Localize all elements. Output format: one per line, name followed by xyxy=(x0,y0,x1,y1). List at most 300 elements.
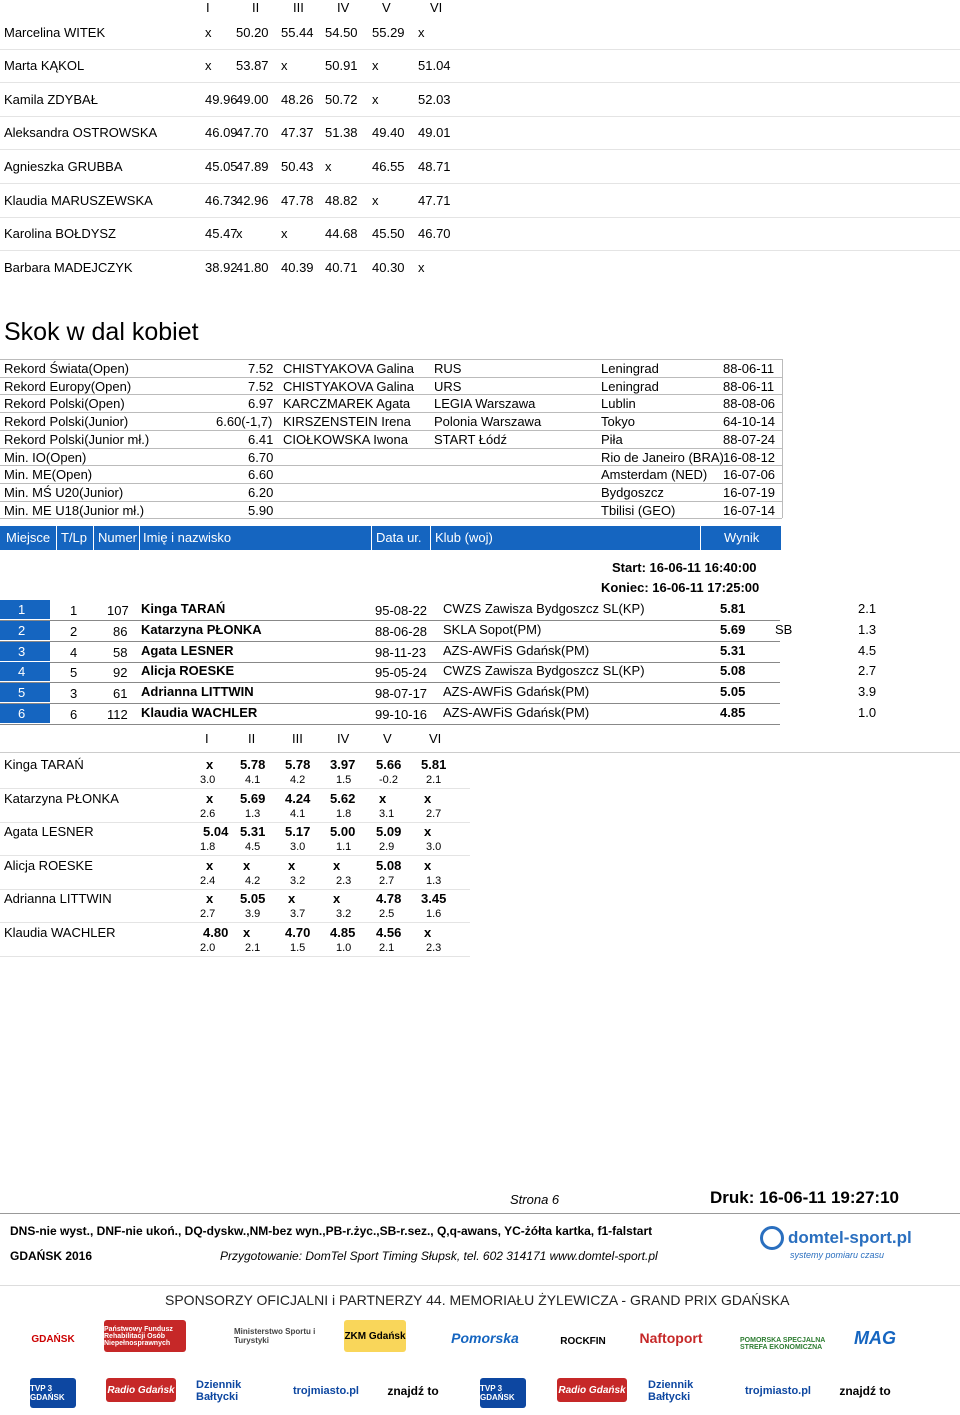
attempt-value: 47.89 xyxy=(236,159,269,174)
results-table-header xyxy=(0,526,781,550)
record-value: 6.60(-1,7) xyxy=(216,414,273,430)
attempt-value: 55.29 xyxy=(372,25,405,40)
date-of-birth: 88-06-28 xyxy=(375,624,428,639)
athlete-name: Katarzyna PŁONKA xyxy=(141,622,262,637)
place-badge xyxy=(0,621,50,640)
wind-value: 1.3 xyxy=(858,622,877,637)
row-separator xyxy=(0,250,960,251)
athlete-name: Adrianna LITTWIN xyxy=(4,891,112,907)
record-label: Min. MŚ U20(Junior) xyxy=(4,484,124,500)
attempt-value: 47.70 xyxy=(236,125,269,140)
record-row-line xyxy=(0,412,782,413)
athlete-name: Klaudia MARUSZEWSKA xyxy=(4,193,153,208)
record-club: RUS xyxy=(434,361,462,376)
attempt-value: x xyxy=(205,25,212,40)
legend-text: DNS-nie wyst., DNF-nie ukoń., DQ-dyskw.,NM-bez wyn.,PB-r.życ.,SB-r.sez., Q,q-awans, YC-żółta kartka, f1-falstart xyxy=(10,1224,653,1238)
row-separator xyxy=(0,956,470,957)
athlete-name: Adrianna LITTWIN xyxy=(141,684,254,699)
attempt-wind: 2.3 xyxy=(336,874,352,887)
attempt-value: 52.03 xyxy=(418,92,451,107)
attempt-value: 46.70 xyxy=(418,226,451,241)
result-value: 4.85 xyxy=(720,705,746,720)
record-date: 16-07-06 xyxy=(723,467,776,483)
page-title: Skok w dal kobiet xyxy=(4,318,199,346)
record-label: Min. IO(Open) xyxy=(4,449,87,465)
club-name: SKLA Sopot(PM) xyxy=(443,622,542,637)
attempt-value: 44.68 xyxy=(325,226,358,241)
athlete-name: Klaudia WACHLER xyxy=(4,925,116,940)
record-label: Rekord Polski(Open) xyxy=(4,396,125,412)
attempt-value: 5.81 xyxy=(421,757,447,772)
attempt-wind: 3.0 xyxy=(200,774,216,786)
record-row-line xyxy=(0,501,782,502)
attempt-wind: 2.3 xyxy=(426,942,442,954)
record-value: 6.70 xyxy=(248,449,274,465)
record-date: 88-08-06 xyxy=(723,396,776,412)
attempt-value: 5.05 xyxy=(240,891,266,907)
attempt-col-header: V xyxy=(383,731,392,746)
bib-number: 107 xyxy=(107,603,129,618)
attempt-value: 49.96 xyxy=(205,92,238,107)
attempt-col-header: V xyxy=(382,0,391,15)
wind-value: 4.5 xyxy=(858,643,877,658)
place-number: 1 xyxy=(18,602,26,617)
attempt-value: 40.71 xyxy=(325,260,358,275)
athlete-name: Kinga TARAŃ xyxy=(141,601,226,616)
sponsor-logo: Dziennik Bałtycki xyxy=(648,1379,694,1403)
record-holder: CIOŁKOWSKA Iwona xyxy=(283,431,408,447)
attempt-value: 49.00 xyxy=(236,92,269,107)
record-place: Lublin xyxy=(601,396,636,412)
attempt-col-header: IV xyxy=(337,0,350,15)
attempt-value: 4.56 xyxy=(376,925,402,940)
attempt-value: x xyxy=(424,857,432,873)
attempt-value: 49.40 xyxy=(372,125,405,140)
record-label: Rekord Europy(Open) xyxy=(4,378,132,394)
result-row-line xyxy=(0,724,780,725)
sponsor-logo: znajdź to xyxy=(387,1384,439,1398)
athlete-name: Alicja ROESKE xyxy=(141,663,235,678)
attempt-value: x xyxy=(372,58,379,73)
attempt-col-header: II xyxy=(248,731,256,746)
result-value: 5.81 xyxy=(720,601,746,616)
attempt-value: 50.43 xyxy=(281,159,314,174)
attempt-value: x xyxy=(424,925,432,940)
record-club: START Łódź xyxy=(434,431,507,447)
place-number: 2 xyxy=(18,623,26,638)
record-holder: KARCZMAREK Agata xyxy=(283,396,411,412)
attempt-value: 51.04 xyxy=(418,58,451,73)
col-result: Wynik xyxy=(724,530,760,545)
attempt-col-header: III xyxy=(293,0,304,15)
record-right-border xyxy=(782,359,783,518)
record-holder: CHISTYAKOVA Galina xyxy=(283,361,415,376)
record-place: Amsterdam (NED) xyxy=(601,467,708,483)
attempt-value: 5.78 xyxy=(285,757,311,772)
attempt-value: x xyxy=(281,58,288,73)
attempt-value: x xyxy=(206,891,214,907)
record-row-line xyxy=(0,394,782,395)
attempt-wind: 1.3 xyxy=(426,874,442,887)
attempt-value: x xyxy=(205,58,212,73)
attempt-value: 5.17 xyxy=(285,824,311,840)
attempt-value: 5.08 xyxy=(376,857,402,873)
attempt-wind: 1.0 xyxy=(336,942,352,954)
attempt-wind: 2.9 xyxy=(379,841,395,854)
record-row-line xyxy=(0,359,782,360)
attempt-value: x xyxy=(372,193,379,208)
result-row-line xyxy=(0,703,780,704)
athlete-name: Kamila ZDYBAŁ xyxy=(4,92,98,107)
attempt-wind: 1.5 xyxy=(290,942,306,954)
attempt-value: 4.85 xyxy=(330,925,356,940)
attempt-wind: 2.0 xyxy=(200,942,216,954)
athlete-name: Agata LESNER xyxy=(141,643,234,658)
athlete-name: Marcelina WITEK xyxy=(4,25,106,40)
lp: 6 xyxy=(70,707,78,722)
record-label: Rekord Polski(Junior mł.) xyxy=(4,431,150,447)
club-name: CWZS Zawisza Bydgoszcz SL(KP) xyxy=(443,663,645,678)
record-date: 88-06-11 xyxy=(723,378,775,394)
attempt-value: 46.55 xyxy=(372,159,405,174)
attempt-value: 5.69 xyxy=(240,790,266,806)
record-place: Leningrad xyxy=(601,378,659,394)
sponsor-logo: trojmiasto.pl xyxy=(744,1385,811,1397)
record-date: 88-06-11 xyxy=(723,361,775,376)
attempt-col-header: I xyxy=(205,731,209,746)
page-number: Strona 6 xyxy=(510,1192,560,1207)
lp: 1 xyxy=(70,603,78,618)
place-badge xyxy=(0,642,50,661)
wind-value: 3.9 xyxy=(858,684,877,699)
prepared-by: Przygotowanie: DomTel Sport Timing Słupsk, tel. 602 314171 www.domtel-sport.pl xyxy=(220,1249,658,1263)
record-place: Leningrad xyxy=(601,361,659,376)
sponsor-logo: POMORSKA SPECJALNA STREFA EKONOMICZNA xyxy=(740,1337,826,1351)
attempt-value: 50.72 xyxy=(325,92,358,107)
athlete-name: Aleksandra OSTROWSKA xyxy=(4,125,158,140)
attempt-wind: 1.1 xyxy=(336,841,352,854)
col-numer: Numer xyxy=(98,530,138,545)
attempt-wind: 4.2 xyxy=(290,774,306,786)
lp: 5 xyxy=(70,665,78,680)
attempt-wind: 4.1 xyxy=(245,774,261,786)
attempt-value: 41.80 xyxy=(236,260,269,275)
attempt-value: 4.80 xyxy=(203,925,229,940)
record-value: 6.60 xyxy=(248,467,274,483)
attempt-col-header: II xyxy=(252,0,260,15)
row-separator xyxy=(0,922,470,923)
attempt-value: 46.09 xyxy=(205,125,238,140)
result-value: 5.31 xyxy=(720,643,746,658)
col-name: Imię i nazwisko xyxy=(143,530,232,545)
row-separator xyxy=(0,217,960,218)
attempt-value: 51.38 xyxy=(325,125,358,140)
lp: 3 xyxy=(70,686,78,701)
athlete-name: Kinga TARAŃ xyxy=(4,757,84,772)
attempt-value: 47.37 xyxy=(281,125,314,140)
attempt-value: x xyxy=(243,857,251,873)
lp: 2 xyxy=(70,624,78,639)
attempt-wind: 2.5 xyxy=(379,908,395,921)
row-separator xyxy=(0,82,960,83)
athlete-name: Marta KĄKOL xyxy=(4,58,85,73)
sponsor-logo: Państwowy Fundusz Rehabilitacji Osób Niepełnosprawnych xyxy=(104,1320,186,1352)
result-row-line xyxy=(0,641,780,642)
attempt-value: 45.50 xyxy=(372,226,405,241)
date-of-birth: 95-08-22 xyxy=(375,603,428,618)
attempt-value: 5.78 xyxy=(240,757,266,772)
attempt-col-header: I xyxy=(206,0,210,15)
bib-number: 112 xyxy=(107,707,128,722)
attempt-value: 40.39 xyxy=(281,260,314,275)
record-date: 88-07-24 xyxy=(723,431,776,447)
record-place: Rio de Janeiro (BRA) xyxy=(601,449,724,465)
attempt-value: 5.66 xyxy=(376,757,402,772)
record-value: 6.41 xyxy=(248,431,274,447)
attempt-col-header: VI xyxy=(430,0,443,15)
sponsor-logo: GDAŃSK xyxy=(31,1333,75,1345)
attempt-value: 5.31 xyxy=(240,824,266,840)
attempt-value: x xyxy=(206,857,214,873)
attempt-value: x xyxy=(206,757,214,772)
attempt-value: x xyxy=(424,824,432,840)
attempt-wind: 1.8 xyxy=(336,807,352,820)
sponsor-logo: znajdź to xyxy=(839,1384,891,1398)
record-row-line xyxy=(0,430,782,431)
sponsor-logo: Radio Gdańsk xyxy=(557,1378,627,1402)
attempt-wind: 4.1 xyxy=(290,807,306,820)
attempt-value: 48.82 xyxy=(325,193,358,208)
result-row-line xyxy=(0,620,780,621)
record-place: Bydgoszcz xyxy=(601,484,664,500)
sponsors-title: SPONSORZY OFICJALNI i PARTNERZY 44. MEMORIAŁU ŻYLEWICZA - GRAND PRIX GDAŃSKA xyxy=(165,1292,790,1308)
attempt-value: x xyxy=(206,790,214,806)
sponsor-logo: Radio Gdańsk xyxy=(106,1378,176,1402)
col-club: Klub (woj) xyxy=(435,530,493,545)
record-value: 7.52 xyxy=(248,378,274,394)
result-value: 5.69 xyxy=(720,622,746,637)
attempt-wind: -0.2 xyxy=(379,774,398,786)
attempt-wind: 2.7 xyxy=(426,807,442,820)
wind-value: 2.1 xyxy=(858,601,877,616)
place-number: 3 xyxy=(18,644,26,659)
record-date: 64-10-14 xyxy=(723,414,776,430)
record-row-line xyxy=(0,518,782,519)
athlete-name: Agata LESNER xyxy=(4,824,94,840)
record-place: Tbilisi (GEO) xyxy=(601,502,676,518)
attempt-wind: 2.1 xyxy=(379,942,395,954)
sponsor-logo: Naftoport xyxy=(639,1330,703,1346)
row-separator xyxy=(0,183,960,184)
club-name: AZS-AWFiS Gdańsk(PM) xyxy=(443,643,590,658)
attempt-value: x xyxy=(288,857,296,873)
attempt-wind: 1.3 xyxy=(245,807,261,820)
sponsor-logo: Pomorska xyxy=(451,1330,519,1346)
bib-number: 92 xyxy=(113,665,128,680)
place-number: 5 xyxy=(18,685,26,700)
attempt-value: 46.73 xyxy=(205,193,238,208)
attempt-value: 42.96 xyxy=(236,193,269,208)
sponsor-logo: TVP 3 GDAŃSK xyxy=(30,1378,76,1408)
wind-value: 1.0 xyxy=(858,705,877,720)
print-time: Druk: 16-06-11 19:27:10 xyxy=(710,1188,900,1207)
date-of-birth: 95-05-24 xyxy=(375,665,428,680)
record-value: 7.52 xyxy=(248,361,274,376)
attempt-value: 47.71 xyxy=(418,193,451,208)
record-row-line xyxy=(0,448,782,449)
place-badge xyxy=(0,662,50,681)
row-separator xyxy=(0,49,960,50)
lp: 4 xyxy=(70,645,78,660)
sponsor-logo: TVP 3 GDAŃSK xyxy=(480,1378,526,1408)
attempt-value: 3.97 xyxy=(330,757,356,772)
attempt-value: 54.50 xyxy=(325,25,358,40)
attempt-wind: 2.6 xyxy=(200,807,216,820)
result-row-line xyxy=(0,682,780,683)
athlete-name: Alicja ROESKE xyxy=(4,857,93,873)
attempt-wind: 3.2 xyxy=(290,874,306,887)
result-row-line xyxy=(0,662,780,663)
place-badge xyxy=(0,600,50,619)
record-club: Polonia Warszawa xyxy=(434,414,542,430)
attempt-value: 47.78 xyxy=(281,193,314,208)
date-of-birth: 99-10-16 xyxy=(375,707,428,722)
attempt-value: 45.05 xyxy=(205,159,238,174)
attempt-value: x xyxy=(325,159,332,174)
attempt-wind: 3.9 xyxy=(245,908,261,921)
attempt-wind: 2.1 xyxy=(245,942,261,954)
attempt-value: 48.26 xyxy=(281,92,314,107)
attempt-value: 38.92 xyxy=(205,260,238,275)
attempt-value: x xyxy=(418,260,425,275)
record-value: 5.90 xyxy=(248,502,274,518)
attempt-wind: 2.4 xyxy=(200,874,216,887)
record-label: Rekord Świata(Open) xyxy=(4,361,129,376)
attempt-value: x xyxy=(333,857,341,873)
attempt-wind: 4.2 xyxy=(245,874,261,887)
attempt-value: 4.24 xyxy=(285,790,311,806)
attempt-wind: 1.5 xyxy=(336,774,352,786)
attempt-value: x xyxy=(236,226,243,241)
athlete-name: Klaudia WACHLER xyxy=(141,705,258,720)
result-value: 5.05 xyxy=(720,684,746,699)
record-place: Piła xyxy=(601,431,623,447)
record-row-line xyxy=(0,465,782,466)
attempt-value: 55.44 xyxy=(281,25,314,40)
col-dob: Data ur. xyxy=(376,530,422,545)
event-name: GDAŃSK 2016 xyxy=(10,1249,93,1263)
row-separator xyxy=(0,116,960,117)
result-value: 5.08 xyxy=(720,663,746,678)
start-time: Start: 16-06-11 16:40:00 xyxy=(612,560,757,575)
athlete-name: Agnieszka GRUBBA xyxy=(4,159,123,174)
bib-number: 61 xyxy=(113,686,128,701)
attempt-col-header: IV xyxy=(337,731,350,746)
row-separator xyxy=(0,822,470,823)
domtel-logo: domtel-sport.pl systemy pomiaru czasu xyxy=(760,1226,912,1260)
record-date: 16-08-12 xyxy=(723,449,776,465)
record-row-line xyxy=(0,483,782,484)
attempt-value: 45.47 xyxy=(205,226,238,241)
attempt-value: x xyxy=(281,226,288,241)
record-place: Tokyo xyxy=(601,414,635,430)
row-separator xyxy=(0,149,960,150)
attempt-value: x xyxy=(288,891,296,907)
record-club: LEGIA Warszawa xyxy=(434,396,536,412)
record-label: Rekord Polski(Junior) xyxy=(4,414,129,430)
attempt-value: x xyxy=(379,790,387,806)
attempt-value: 4.70 xyxy=(285,925,311,940)
attempt-wind: 4.5 xyxy=(245,841,261,854)
place-number: 6 xyxy=(18,706,26,721)
attempt-wind: 3.1 xyxy=(379,807,395,820)
col-lp: T/Lp xyxy=(61,530,88,545)
attempt-value: 3.45 xyxy=(421,891,447,907)
record-row-line xyxy=(0,377,782,378)
row-separator xyxy=(0,889,470,890)
athlete-name: Barbara MADEJCZYK xyxy=(4,260,133,275)
attempt-col-header: III xyxy=(292,731,303,746)
club-name: AZS-AWFiS Gdańsk(PM) xyxy=(443,705,590,720)
club-name: AZS-AWFiS Gdańsk(PM) xyxy=(443,684,590,699)
attempt-wind: 1.8 xyxy=(200,841,216,854)
attempt-col-header: VI xyxy=(429,731,442,746)
record-holder: KIRSZENSTEIN Irena xyxy=(283,414,411,430)
attempt-wind: 2.1 xyxy=(426,774,442,786)
col-miejsce: Miejsce xyxy=(6,530,51,545)
attempt-value: 50.91 xyxy=(325,58,358,73)
attempt-value: 5.04 xyxy=(203,824,229,840)
attempt-value: 5.62 xyxy=(330,790,356,806)
date-of-birth: 98-07-17 xyxy=(375,686,428,701)
result-note: SB xyxy=(775,622,793,637)
record-label: Min. ME(Open) xyxy=(4,467,93,483)
attempt-wind: 3.0 xyxy=(426,841,442,854)
end-time: Koniec: 16-06-11 17:25:00 xyxy=(601,580,760,595)
place-number: 4 xyxy=(18,664,26,679)
sponsor-logo: Ministerstwo Sportu i Turystyki xyxy=(234,1327,316,1345)
attempt-wind: 2.7 xyxy=(379,874,395,887)
record-value: 6.97 xyxy=(248,396,274,412)
record-date: 16-07-19 xyxy=(723,484,776,500)
attempt-value: 40.30 xyxy=(372,260,405,275)
attempt-wind: 1.6 xyxy=(426,908,442,921)
record-holder: CHISTYAKOVA Galina xyxy=(283,378,415,394)
date-of-birth: 98-11-23 xyxy=(375,645,427,660)
attempt-wind: 2.7 xyxy=(200,908,216,921)
attempt-value: 5.00 xyxy=(330,824,356,840)
attempt-value: x xyxy=(333,891,341,907)
sponsor-logo: trojmiasto.pl xyxy=(292,1385,359,1397)
attempt-value: 48.71 xyxy=(418,159,451,174)
row-separator xyxy=(0,788,470,789)
athlete-name: Katarzyna PŁONKA xyxy=(4,790,119,806)
row-separator xyxy=(0,855,470,856)
attempt-wind: 3.2 xyxy=(336,908,352,921)
wind-value: 2.7 xyxy=(858,663,877,678)
section-separator xyxy=(0,752,960,753)
record-label: Min. ME U18(Junior mł.) xyxy=(4,502,145,518)
sponsor-logo: ZKM Gdańsk xyxy=(344,1320,406,1352)
attempt-value: 49.01 xyxy=(418,125,451,140)
attempt-value: 53.87 xyxy=(236,58,269,73)
sponsor-logo: Dziennik Bałtycki xyxy=(196,1379,242,1403)
place-badge xyxy=(0,704,50,723)
record-value: 6.20 xyxy=(248,484,274,500)
attempt-value: 50.20 xyxy=(236,25,269,40)
bib-number: 58 xyxy=(113,645,128,660)
attempt-wind: 3.0 xyxy=(290,841,306,854)
